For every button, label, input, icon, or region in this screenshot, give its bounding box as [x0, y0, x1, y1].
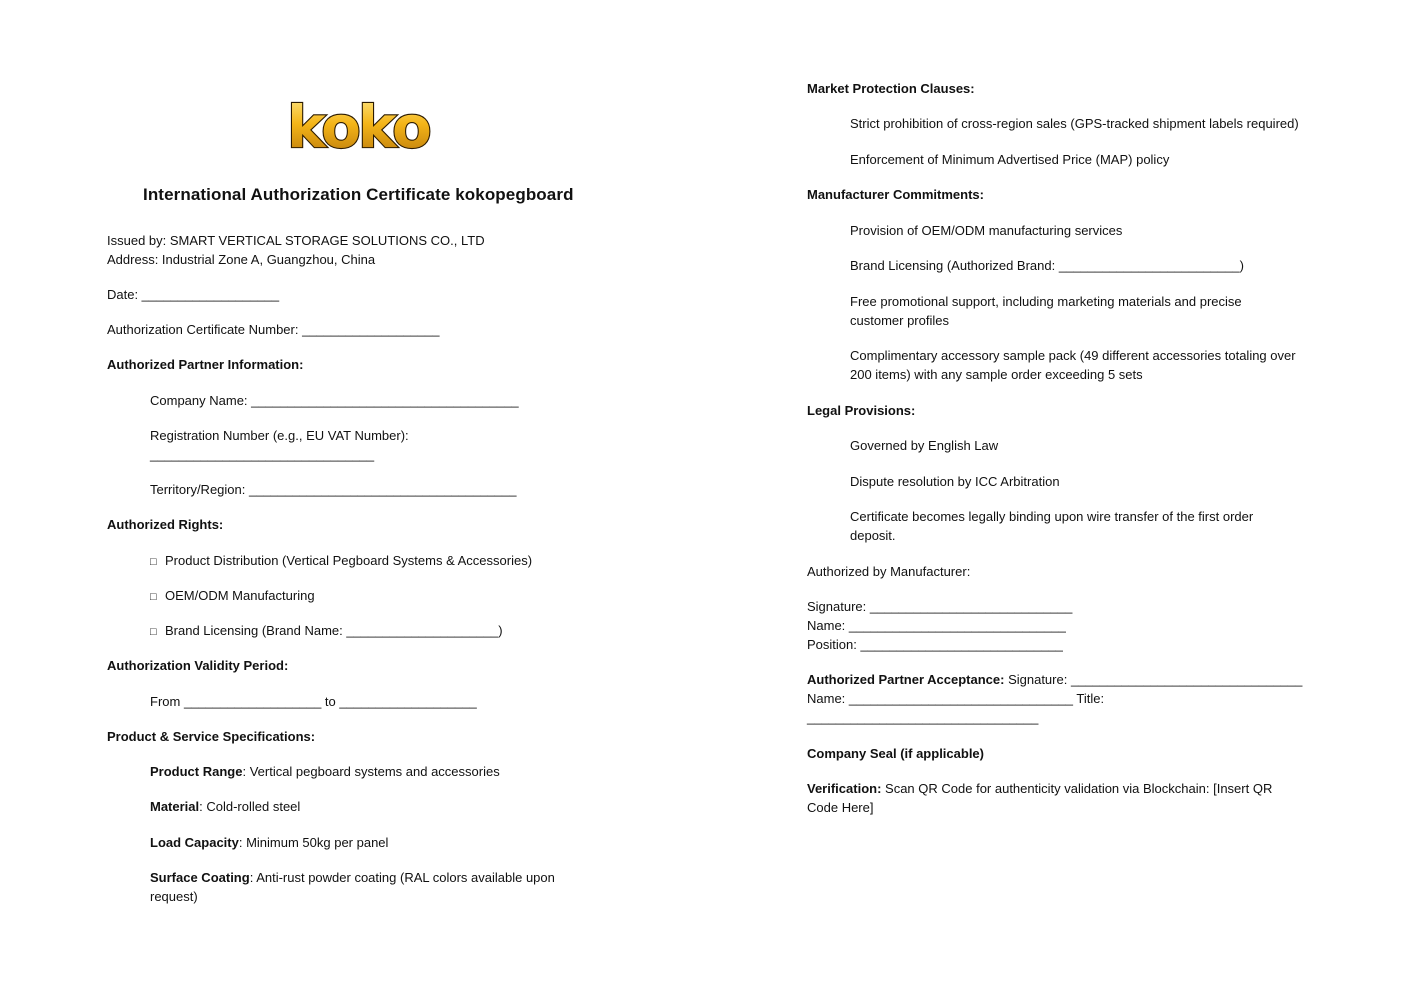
issued-by: Issued by: SMART VERTICAL STORAGE SOLUTIONS CO., LTD: [107, 233, 485, 248]
date-field: Date: ___________________: [107, 287, 280, 302]
market-clause: Strict prohibition of cross-region sales (GPS-tracked shipment labels required): [850, 116, 1299, 131]
legal-heading: Legal Provisions:: [807, 403, 916, 418]
verification-label: Verification:: [807, 781, 882, 796]
verification-text: Scan QR Code for authenticity validation via Blockchain: [Insert QR Code Here]: [807, 781, 1273, 815]
commitment-item: Complimentary accessory sample pack (49 different accessories totaling over 200 items) with any sample order exceeding 5 sets: [850, 348, 1296, 382]
checkbox-icon: □: [150, 591, 157, 603]
signature-field: Signature: ____________________________: [807, 599, 1073, 614]
validity-heading: Authorization Validity Period:: [107, 658, 289, 673]
partner-title-line: ________________________________: [807, 710, 1039, 725]
spec-label: Material: [150, 799, 200, 814]
rights-heading: Authorized Rights:: [107, 517, 224, 532]
right-item-label: OEM/ODM Manufacturing: [165, 588, 315, 603]
right-item: [150, 621, 503, 642]
authorized-by-label: Authorized by Manufacturer:: [807, 564, 971, 579]
address: Address: Industrial Zone A, Guangzhou, China: [107, 252, 376, 267]
spec-label: Product Range: [150, 764, 243, 779]
partner-name-title-field: Name: _______________________________ Title:: [807, 691, 1105, 706]
legal-item: Dispute resolution by ICC Arbitration: [850, 474, 1060, 489]
commitment-item: Brand Licensing (Authorized Brand: _________________________): [850, 258, 1244, 273]
market-protection-heading: Market Protection Clauses:: [807, 81, 975, 96]
spec-label: Surface Coating: [150, 870, 250, 885]
validity-range: From ___________________ to ___________________: [150, 694, 477, 709]
commitment-item: Provision of OEM/ODM manufacturing services: [850, 223, 1123, 238]
spec-item: [150, 833, 388, 852]
spec-text: : Vertical pegboard systems and accessories: [242, 764, 500, 779]
checkbox-icon: □: [150, 626, 157, 638]
legal-item: Certificate becomes legally binding upon wire transfer of the first order deposit.: [850, 509, 1254, 543]
right-item-label: Brand Licensing (Brand Name: _____________________): [165, 623, 503, 638]
company-name-field: Company Name: _____________________________________: [150, 393, 519, 408]
territory-field: Territory/Region: _____________________________________: [150, 482, 517, 497]
partner-info-heading: Authorized Partner Information:: [107, 357, 304, 372]
koko-logo: [284, 95, 432, 155]
checkbox-icon: □: [150, 556, 157, 568]
commitment-item: Free promotional support, including marketing materials and precise customer profiles: [850, 294, 1242, 328]
spec-item: [150, 868, 570, 906]
spec-heading: Product & Service Specifications:: [107, 729, 316, 744]
registration-number-label: Registration Number (e.g., EU VAT Number):: [150, 428, 409, 443]
spec-text: : Minimum 50kg per panel: [238, 835, 389, 850]
company-seal-label: Company Seal (if applicable): [807, 746, 984, 761]
partner-acceptance: [807, 670, 1302, 689]
spec-item: [150, 797, 300, 816]
spec-text: : Cold-rolled steel: [199, 799, 301, 814]
commitments-heading: Manufacturer Commitments:: [807, 187, 984, 202]
position-field: Position: ____________________________: [807, 637, 1063, 652]
spec-item: [150, 762, 500, 781]
right-item-label: Product Distribution (Vertical Pegboard Systems & Accessories): [165, 553, 533, 568]
right-item: [150, 551, 532, 572]
partner-signature-field: Signature: ________________________________: [1004, 672, 1303, 687]
market-clause: Enforcement of Minimum Advertised Price (MAP) policy: [850, 152, 1170, 167]
legal-item: Governed by English Law: [850, 438, 999, 453]
registration-number-line: _______________________________: [150, 447, 375, 462]
name-field: Name: ______________________________: [807, 618, 1066, 633]
certificate-number-field: Authorization Certificate Number: ___________________: [107, 322, 440, 337]
spec-text: : Anti-rust powder coating (RAL colors available upon request): [150, 870, 555, 904]
right-item: [150, 586, 315, 607]
page-title: International Authorization Certificate kokopegboard: [143, 185, 574, 204]
partner-acceptance-label: Authorized Partner Acceptance:: [807, 672, 1005, 687]
verification: [807, 779, 1297, 817]
logo-text: koko: [287, 95, 429, 155]
spec-label: Load Capacity: [150, 835, 239, 850]
